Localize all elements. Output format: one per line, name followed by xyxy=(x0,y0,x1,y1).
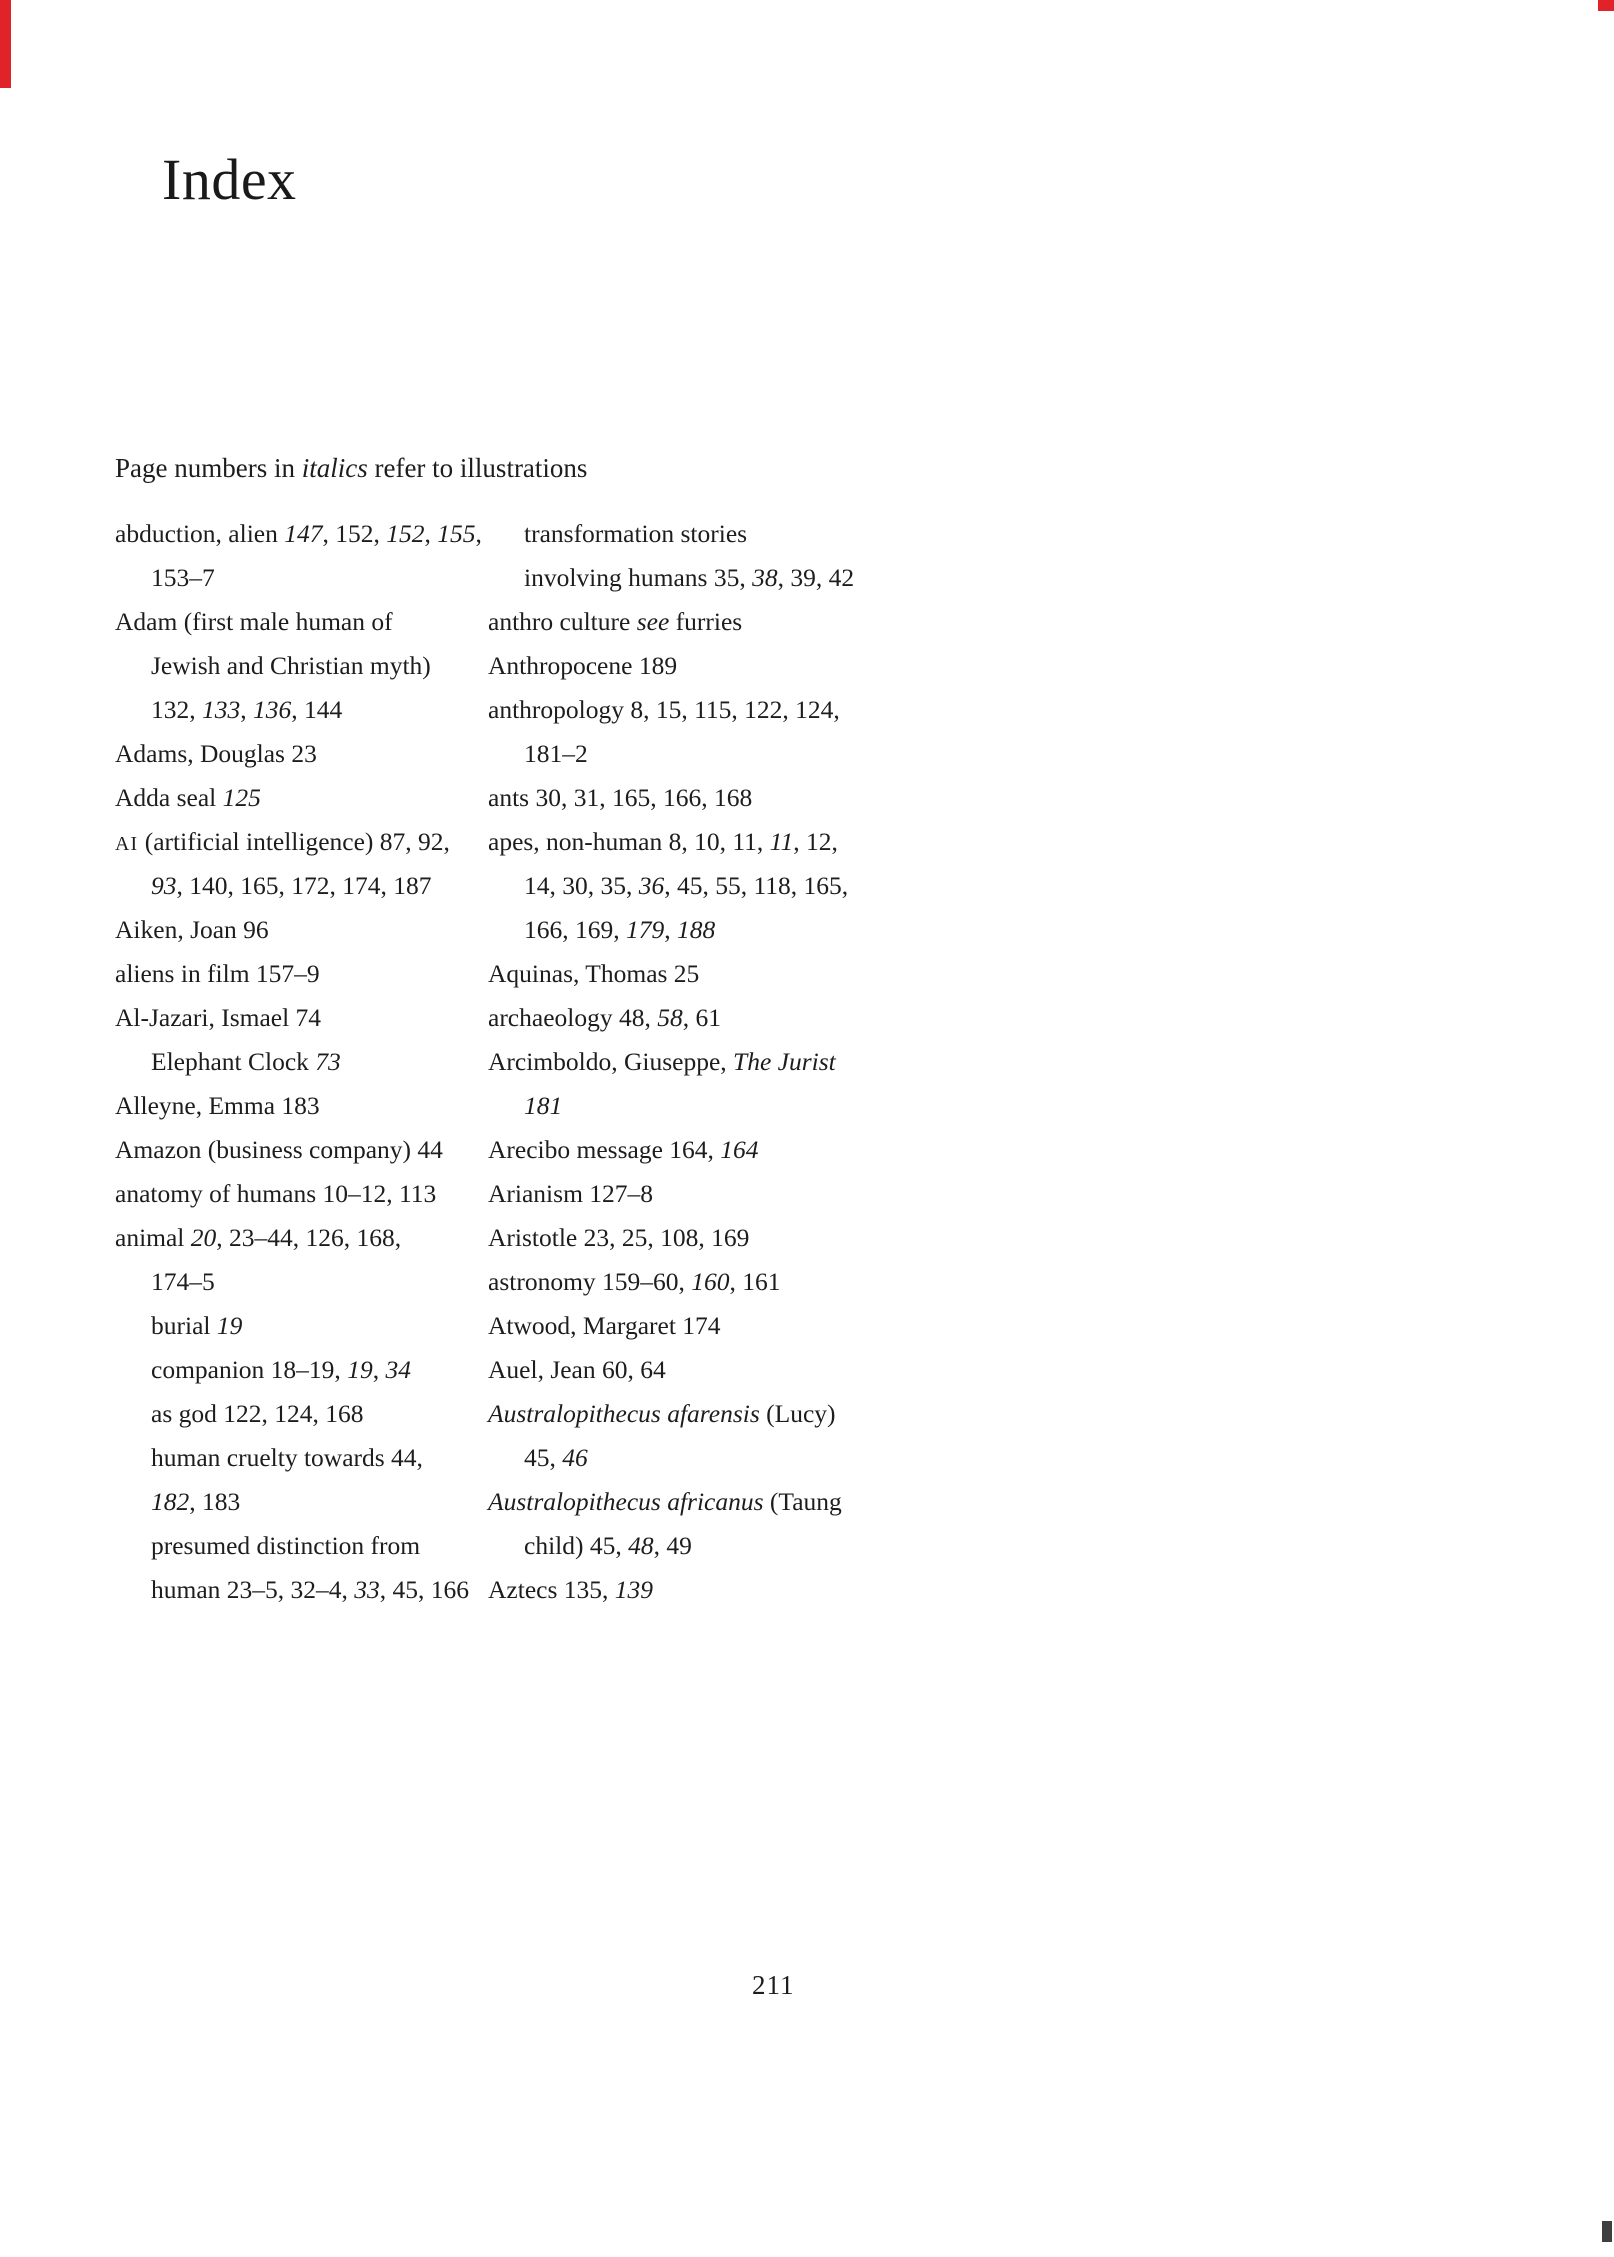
entry-text: , 45, 166 xyxy=(379,1575,470,1604)
index-line xyxy=(488,1568,854,1612)
entry-text: as god 122, 124, 168 xyxy=(151,1399,364,1428)
entry-text: 45, xyxy=(524,1443,563,1472)
print-mark-dark-bottom-right xyxy=(1602,2221,1612,2242)
entry-text: , xyxy=(664,915,677,944)
index-line xyxy=(488,1436,854,1480)
index-line xyxy=(115,600,482,644)
entry-text: , 12, xyxy=(793,827,838,856)
entry-text: transformation stories xyxy=(524,519,748,548)
index-line xyxy=(115,820,482,864)
italic-page-reference: 147 xyxy=(284,519,323,548)
entry-text: Aristotle 23, 25, 108, 169 xyxy=(488,1223,750,1252)
entry-text: Page numbers in xyxy=(115,453,302,483)
italic-page-reference: 139 xyxy=(614,1575,654,1604)
entry-text: Adda seal xyxy=(115,783,223,812)
entry-text: , 45, 55, 118, 165, xyxy=(664,871,849,900)
index-column-right xyxy=(488,512,854,1612)
entry-text: Al-Jazari, Ismael 74 xyxy=(115,1003,322,1032)
index-line xyxy=(488,1524,854,1568)
italic-page-reference: 33 xyxy=(354,1575,380,1604)
index-line xyxy=(488,1304,854,1348)
entry-text: Amazon (business company) 44 xyxy=(115,1135,443,1164)
index-line xyxy=(115,448,587,492)
italic-page-reference: Australopithecus afarensis xyxy=(488,1399,760,1428)
index-line xyxy=(115,1128,482,1172)
italic-page-reference: 19 xyxy=(216,1311,243,1340)
index-line xyxy=(115,1040,482,1084)
italic-page-reference: 46 xyxy=(562,1443,588,1472)
index-line xyxy=(115,1480,482,1524)
italic-page-reference: 58 xyxy=(657,1003,683,1032)
italic-page-reference: 133 xyxy=(202,695,241,724)
entry-text: abduction, alien xyxy=(115,519,285,548)
entry-text: companion 18–19, xyxy=(151,1355,348,1384)
index-line xyxy=(488,820,854,864)
entry-text: Aztecs 135, xyxy=(488,1575,615,1604)
italics-note xyxy=(115,448,587,492)
entry-text: , xyxy=(475,519,482,548)
entry-text: archaeology 48, xyxy=(488,1003,658,1032)
italic-page-reference: 93 xyxy=(151,871,177,900)
entry-text: , 144 xyxy=(291,695,343,724)
index-line xyxy=(488,1260,854,1304)
entry-text: 174–5 xyxy=(151,1267,215,1296)
smallcaps-text: AI xyxy=(115,833,139,855)
entry-text: ants 30, 31, 165, 166, 168 xyxy=(488,783,753,812)
index-line xyxy=(488,732,854,776)
entry-text: Adam (first male human of xyxy=(115,607,393,636)
entry-text: presumed distinction from xyxy=(151,1531,421,1560)
index-line xyxy=(488,864,854,908)
index-line xyxy=(115,1084,482,1128)
entry-text: (artificial intelligence) 87, 92, xyxy=(138,827,450,856)
entry-text: 132, xyxy=(151,695,202,724)
entry-text: , 49 xyxy=(653,1531,692,1560)
italic-page-reference: 38 xyxy=(752,563,778,592)
index-line xyxy=(115,1260,482,1304)
entry-text: Auel, Jean 60, 64 xyxy=(488,1355,666,1384)
index-line xyxy=(488,512,854,556)
entry-text: Aquinas, Thomas 25 xyxy=(488,959,700,988)
index-line xyxy=(488,600,854,644)
italic-page-reference: The Jurist xyxy=(733,1047,836,1076)
entry-text: Alleyne, Emma 183 xyxy=(115,1091,320,1120)
italic-page-reference: italics xyxy=(301,453,368,483)
entry-text: , 152, xyxy=(322,519,387,548)
index-line xyxy=(488,1348,854,1392)
italic-page-reference: 34 xyxy=(385,1355,411,1384)
italic-page-reference: 20 xyxy=(190,1223,217,1252)
index-line xyxy=(488,1040,854,1084)
index-line xyxy=(488,1480,854,1524)
entry-text: anthropology 8, 15, 115, 122, 124, xyxy=(488,695,840,724)
entry-text: refer to illustrations xyxy=(367,453,588,483)
italic-page-reference: 182 xyxy=(151,1487,190,1516)
entry-text: , 39, 42 xyxy=(777,563,855,592)
entry-text: , 61 xyxy=(682,1003,721,1032)
entry-text: Atwood, Margaret 174 xyxy=(488,1311,721,1340)
index-line xyxy=(488,1128,854,1172)
entry-text: anthro culture xyxy=(488,607,637,636)
italic-page-reference: 125 xyxy=(222,783,261,812)
index-line xyxy=(488,1084,854,1128)
index-line xyxy=(488,996,854,1040)
index-line xyxy=(115,1392,482,1436)
index-line xyxy=(115,732,482,776)
print-mark-red-top-left xyxy=(0,0,11,88)
entry-text: Adams, Douglas 23 xyxy=(115,739,317,768)
index-line xyxy=(115,688,482,732)
entry-text: , 161 xyxy=(729,1267,781,1296)
index-line xyxy=(115,864,482,908)
index-line xyxy=(115,1304,482,1348)
italic-page-reference: 160 xyxy=(691,1267,730,1296)
index-line xyxy=(115,996,482,1040)
entry-text: Arcimboldo, Giuseppe, xyxy=(488,1047,734,1076)
page-title: Index xyxy=(162,147,297,212)
entry-text: human 23–5, 32–4, xyxy=(151,1575,355,1604)
entry-text: , xyxy=(240,695,253,724)
entry-text: Jewish and Christian myth) xyxy=(151,651,431,680)
italic-page-reference: 48 xyxy=(628,1531,654,1560)
index-line xyxy=(488,1392,854,1436)
index-line xyxy=(115,776,482,820)
index-line xyxy=(115,1568,482,1612)
italic-page-reference: 136 xyxy=(253,695,292,724)
italic-page-reference: 152 xyxy=(386,519,425,548)
italic-page-reference: Australopithecus africanus xyxy=(488,1487,764,1516)
entry-text: (Taung xyxy=(763,1487,842,1516)
italic-page-reference: 188 xyxy=(677,915,716,944)
index-line xyxy=(488,776,854,820)
italic-page-reference: 36 xyxy=(638,871,665,900)
entry-text: 153–7 xyxy=(151,563,215,592)
entry-text: human cruelty towards 44, xyxy=(151,1443,423,1472)
entry-text: , 183 xyxy=(189,1487,241,1516)
entry-text: aliens in film 157–9 xyxy=(115,959,320,988)
entry-text: 14, 30, 35, xyxy=(524,871,639,900)
entry-text: apes, non-human 8, 10, 11, xyxy=(488,827,770,856)
index-line xyxy=(115,1524,482,1568)
entry-text: Arianism 127–8 xyxy=(488,1179,654,1208)
entry-text: astronomy 159–60, xyxy=(488,1267,692,1296)
index-line xyxy=(488,644,854,688)
entry-text: (Lucy) xyxy=(759,1399,836,1428)
italic-page-reference: 164 xyxy=(720,1135,759,1164)
entry-text: Arecibo message 164, xyxy=(488,1135,721,1164)
index-line xyxy=(115,1216,482,1260)
italic-page-reference: see xyxy=(636,607,670,636)
entry-text: furries xyxy=(669,607,743,636)
italic-page-reference: 155 xyxy=(437,519,476,548)
print-mark-red-top-right xyxy=(1598,0,1614,11)
italic-page-reference: 19 xyxy=(347,1355,373,1384)
index-line xyxy=(115,908,482,952)
index-line xyxy=(115,952,482,996)
page-number: 211 xyxy=(752,1970,795,2000)
index-line xyxy=(488,908,854,952)
index-line xyxy=(488,688,854,732)
entry-text: Elephant Clock xyxy=(151,1047,316,1076)
entry-text: animal xyxy=(115,1223,191,1252)
index-line xyxy=(115,1348,482,1392)
index-line xyxy=(115,644,482,688)
entry-text: Anthropocene 189 xyxy=(488,651,678,680)
index-line xyxy=(488,556,854,600)
italic-page-reference: 73 xyxy=(315,1047,341,1076)
index-line xyxy=(115,1172,482,1216)
entry-text: Aiken, Joan 96 xyxy=(115,915,269,944)
italic-page-reference: 11 xyxy=(769,827,794,856)
entry-text: burial xyxy=(151,1311,217,1340)
entry-text: involving humans 35, xyxy=(524,563,753,592)
index-line xyxy=(488,952,854,996)
entry-text: 181–2 xyxy=(524,739,588,768)
italic-page-reference: 181 xyxy=(524,1091,563,1120)
index-line xyxy=(488,1172,854,1216)
entry-text: , 23–44, 126, 168, xyxy=(216,1223,402,1252)
index-line xyxy=(115,512,482,556)
entry-text: , xyxy=(372,1355,386,1384)
entry-text: 166, 169, xyxy=(524,915,626,944)
entry-text: , 140, 165, 172, 174, 187 xyxy=(176,871,432,900)
italic-page-reference: 179 xyxy=(626,915,665,944)
index-line xyxy=(115,556,482,600)
entry-text: anatomy of humans 10–12, 113 xyxy=(115,1179,437,1208)
index-line xyxy=(488,1216,854,1260)
index-line xyxy=(115,1436,482,1480)
index-column-left xyxy=(115,512,482,1612)
entry-text: child) 45, xyxy=(524,1531,629,1560)
entry-text: , xyxy=(424,519,438,548)
